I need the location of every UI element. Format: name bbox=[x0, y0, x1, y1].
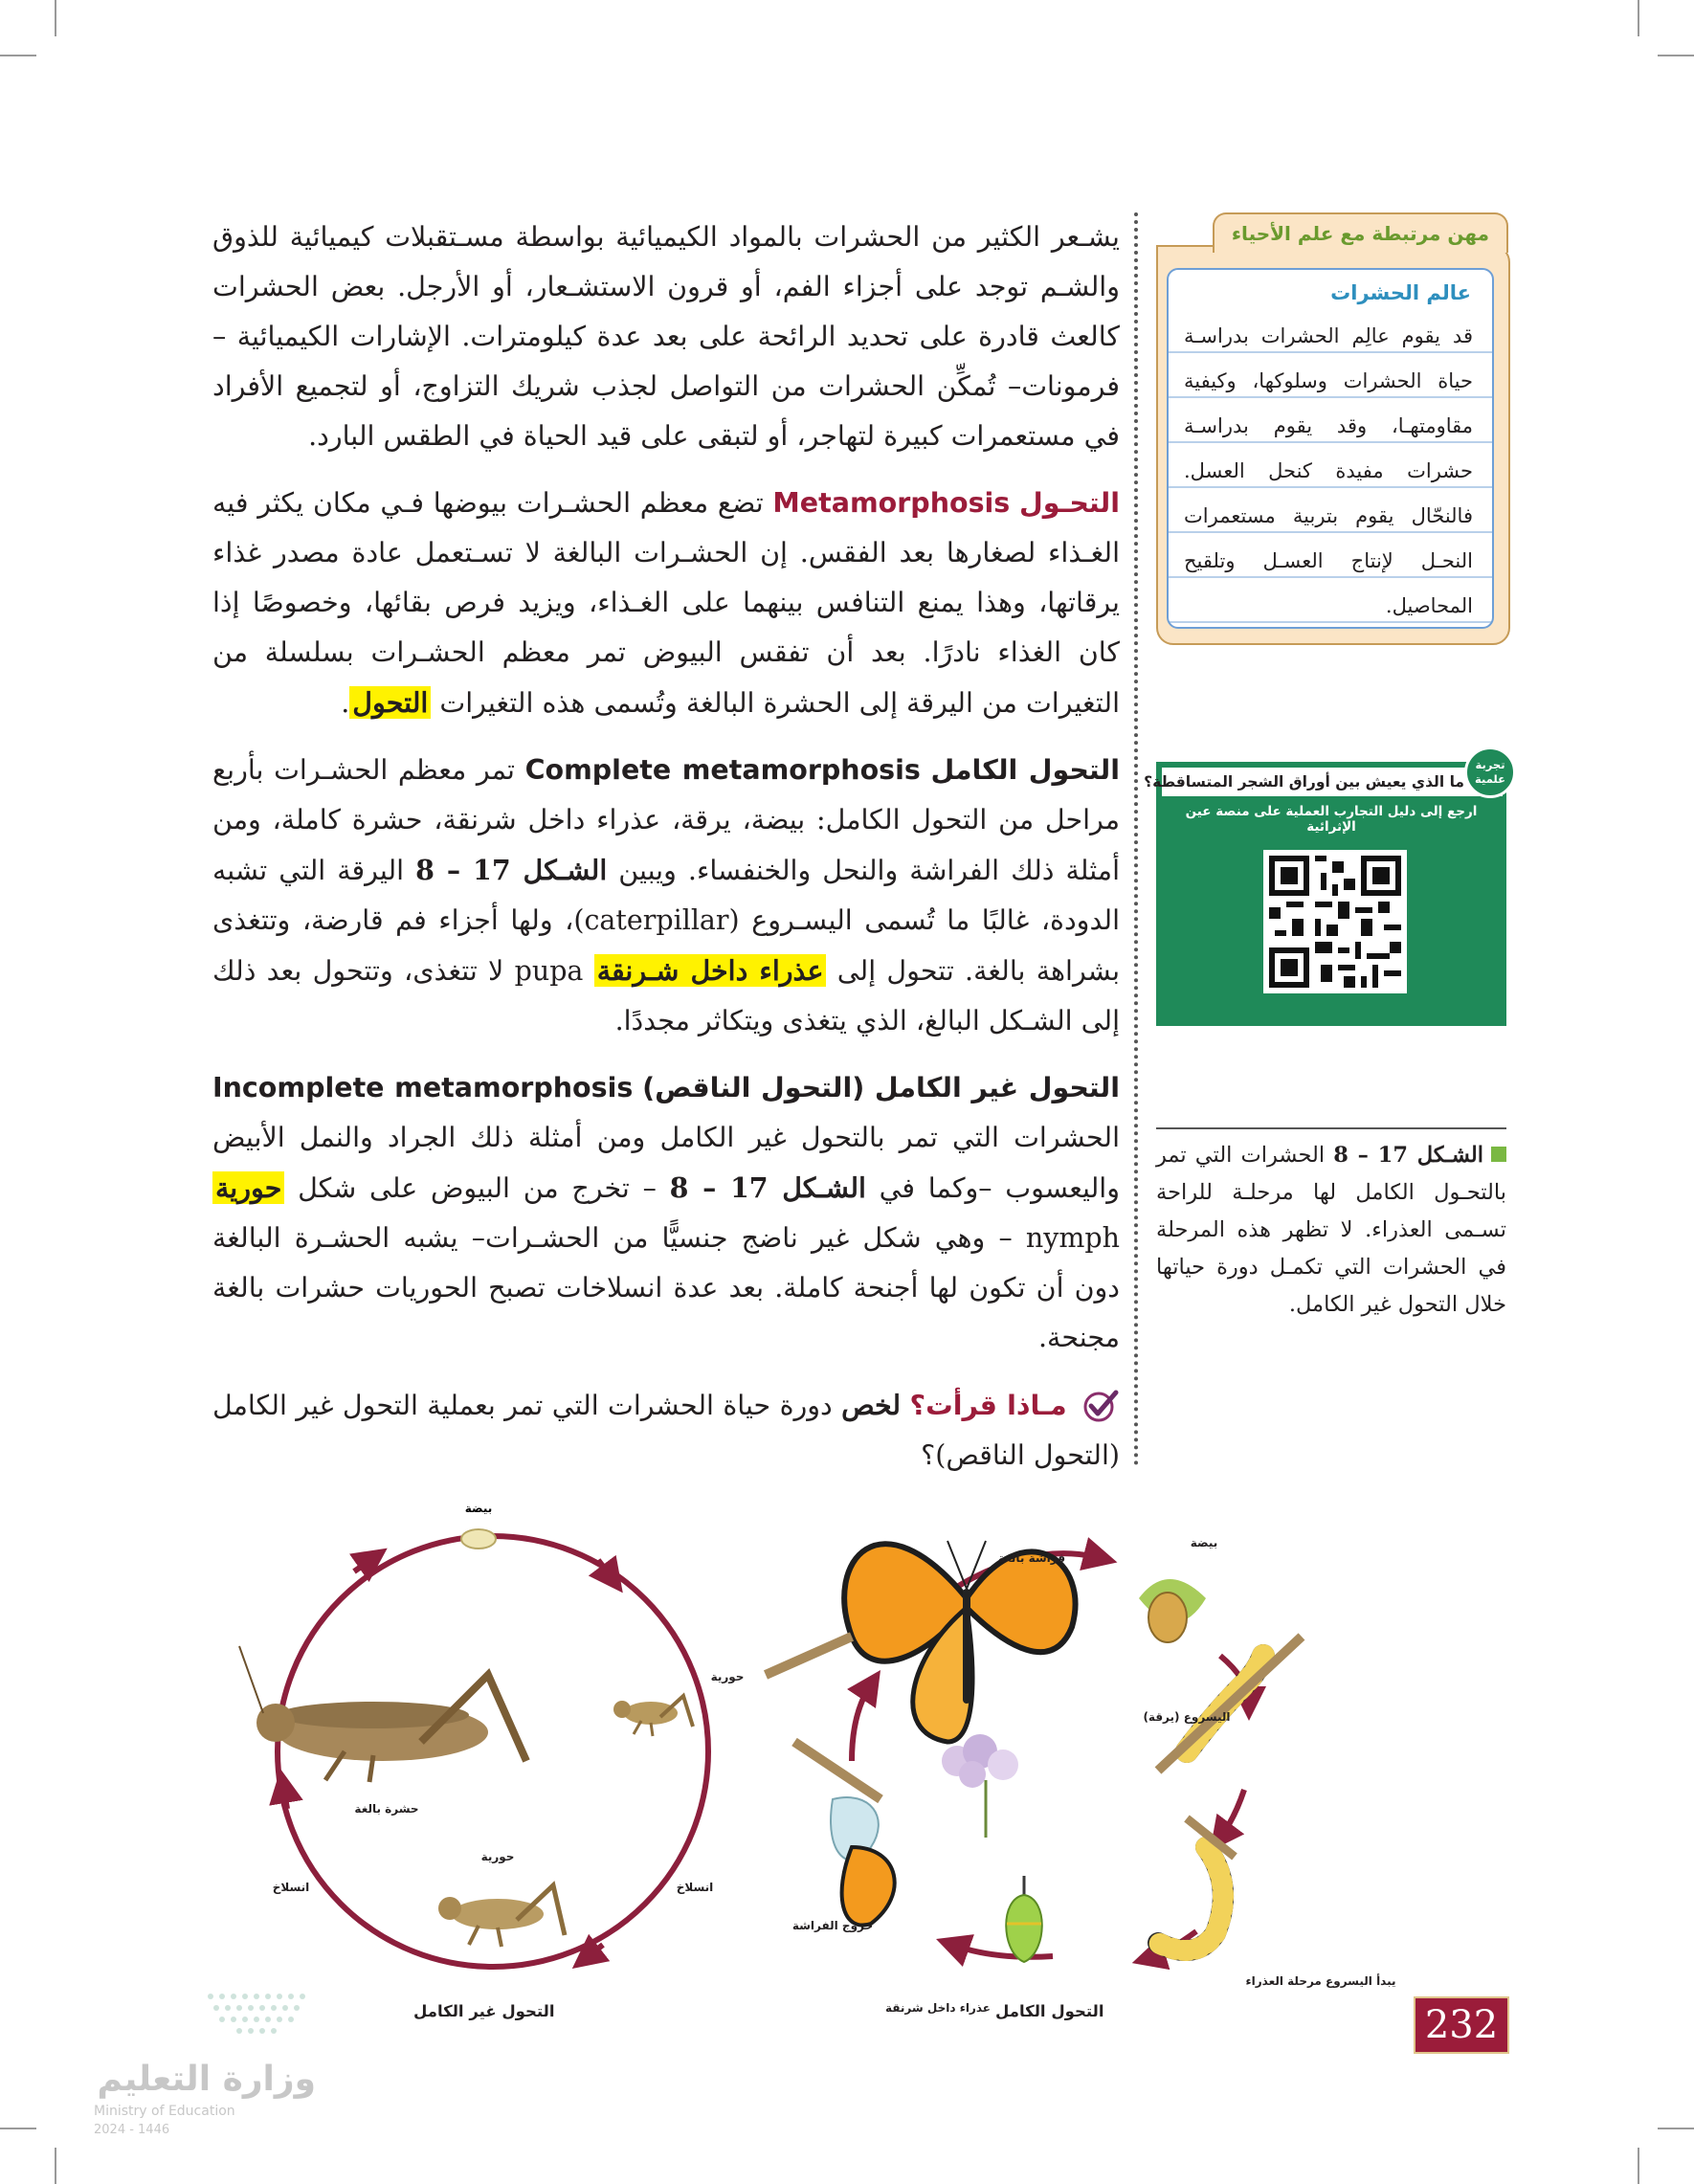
section-heading-en: Incomplete metamorphosis bbox=[212, 1072, 634, 1103]
cycle-arrow bbox=[283, 1786, 287, 1809]
figure-reference[interactable]: الشـكل 17 – 8 bbox=[669, 1171, 866, 1204]
careers-sheet bbox=[1167, 268, 1494, 629]
crop-mark bbox=[1638, 2148, 1639, 2184]
ministry-logo bbox=[94, 1987, 316, 2140]
egg-illustration bbox=[461, 1529, 496, 1549]
egg-leaf-illustration bbox=[1139, 1579, 1206, 1642]
nymph-illustration bbox=[438, 1885, 565, 1947]
career-text: قد يقوم عالِم الحشرات بدراسـة حياة الحشرات وسلوكها، وكيفية مقاومتهـا، وقد يقوم بدراسـة حشرات مفيدة كنحل العسل. فالنحّال يقوم بتربية مستعمرات النحـل لإنتاج العسـل وتلقيح المحاصيل. bbox=[1184, 324, 1473, 617]
label-molt: انسلاخ bbox=[272, 1881, 310, 1894]
crop-mark bbox=[1638, 0, 1639, 36]
lab-box[interactable] bbox=[1144, 758, 1506, 1026]
qr-code-icon[interactable] bbox=[1263, 850, 1407, 993]
label-larva: اليسروع (يرقة) bbox=[1143, 1710, 1231, 1724]
label-nymph: حورية bbox=[710, 1670, 745, 1683]
label-emerge: خروج الفراشة bbox=[791, 1919, 874, 1932]
label-molt: انسلاخ bbox=[676, 1881, 714, 1894]
highlight-term: التحول bbox=[349, 686, 431, 719]
ministry-name-en: Ministry of Education bbox=[94, 2104, 235, 2119]
ministry-name-ar: وزارة التعليم bbox=[97, 2060, 316, 2099]
label-pupa-start: يبدأ اليسروع مرحلة العذراء bbox=[1245, 1974, 1396, 1988]
nymph-illustration bbox=[613, 1696, 693, 1736]
crop-mark bbox=[1658, 2128, 1694, 2129]
paragraph-metamorphosis: التحـول Metamorphosis تضع معظم الحشـرات بيوضها فـي مكان يكثر فيه الغـذاء لصغارها بعد الفقس. إن الحشـرات البالغة لا تسـتعمل عادة مصدر غذاء يرقاتها، وهذا يمنع التنافس بينهما على الغـذاء، ويزيد فرص بقائها، وخصوصًا إذا كان الغذاء نادرًا. بعد أن تفقس البيوض تمر معظم الحشـرات بسلسلة من التغيرات من اليرقة إلى الحشرة البالغة وتُسمى هذه التغيرات التحول. bbox=[212, 487, 1120, 719]
figure-title-incomplete: التحول غير الكامل bbox=[413, 2002, 555, 2020]
page-number: 232 bbox=[1414, 1996, 1509, 2054]
crop-mark bbox=[0, 55, 36, 56]
crop-mark bbox=[55, 2148, 56, 2184]
caption-rule bbox=[1156, 1127, 1506, 1129]
caption-bullet-icon bbox=[1491, 1147, 1506, 1162]
paragraph-incomplete-metamorphosis: التحول غير الكامل (التحول الناقص) Incomplete metamorphosis الحشرات التي تمر بالتحول غير الكامل ومن أمثلة ذلك الجراد والنمل الأبيض واليعسوب –وكما في الشـكل 17 – 8 – تخرج من البيوض على شكل حورية nymph – وهي شكل غير ناضج جنسيًّا من الحشـرات– يشبه الحشـرة البالغة دون أن تكون لها أجنحة كاملة. بعد عدة انسلاخات تصبح الحوريات حشرات بالغة مجنحة. bbox=[212, 1072, 1121, 1353]
crop-mark bbox=[55, 0, 56, 36]
check-icon bbox=[1081, 1390, 1120, 1422]
cycle-arrow bbox=[354, 1558, 373, 1571]
main-text bbox=[212, 212, 1120, 1498]
highlight-term: حورية bbox=[212, 1171, 284, 1204]
careers-tab: مهن مرتبطة مع علم الأحياء bbox=[1213, 212, 1508, 253]
label-egg: بيضة bbox=[1190, 1536, 1218, 1549]
figure-caption: الشـكل 17 – 8 الحشرات التي تمر بالتحـول الكامل لها مرحلـة للراحة تسـمى العذراء. لا تظهر هذه المرحلة في الحشرات التي تكمـل دورة حياتها خلال التحول غير الكامل. bbox=[1156, 1143, 1506, 1317]
figure-reference[interactable]: الشـكل 17 – 8 bbox=[415, 854, 608, 886]
crop-mark bbox=[1658, 55, 1694, 56]
complete-cycle-figure bbox=[747, 1474, 1396, 2029]
section-heading: التحـول bbox=[1019, 487, 1120, 519]
reading-check: مـاذا قرأت؟ لخص دورة حياة الحشرات التي تمر بعملية التحول غير الكامل (التحول الناقص)؟ bbox=[212, 1389, 1120, 1471]
grasshopper-adult-illustration bbox=[239, 1646, 526, 1782]
cycle-arrow bbox=[852, 1684, 871, 1761]
lab-question: ما الذي يعيش بين أوراق الشجر المتساقطة؟ bbox=[1162, 768, 1503, 796]
label-egg: بيضة bbox=[464, 1502, 493, 1515]
ministry-dots-icon bbox=[201, 1987, 316, 2044]
lab-subtitle: ارجع إلى دليل التجارب العملية على منصة عين الإثرائية bbox=[1185, 804, 1478, 835]
section-heading: التحول الكامل bbox=[930, 754, 1120, 786]
section-heading-en: Complete metamorphosis bbox=[524, 754, 921, 786]
reading-check-label: مـاذا قرأت؟ bbox=[909, 1390, 1067, 1421]
label-adult-butterfly: فراشة بالغة bbox=[997, 1551, 1066, 1565]
cycle-arrow bbox=[1220, 1790, 1244, 1838]
column-divider bbox=[1134, 212, 1138, 1466]
careers-box bbox=[1156, 212, 1508, 645]
section-heading: التحول غير الكامل (التحول الناقص) bbox=[642, 1072, 1121, 1103]
highlight-term: عذراء داخل شـرنقة bbox=[594, 954, 827, 987]
flowers-illustration bbox=[942, 1734, 1018, 1838]
butterfly-adult-illustration bbox=[844, 1541, 1075, 1742]
caption-figref: الشـكل 17 – 8 bbox=[1333, 1143, 1483, 1168]
paragraph-chemical-senses: يشـعر الكثير من الحشرات بالمواد الكيميائية بواسطة مسـتقبلات كيميائية للذوق والشـم توجد على أجزاء الفم، أو قرون الاستشـعار، أو الأرجل. بعض الحشرات كالعث قادرة على تحديد الرائحة على بعد عدة كيلومترات. الإشارات الكيميائية – فرمونات– تُمكِّن الحشرات من التواصل لجذب شريك التزاوج، أو لتجميع الأفراد في مستعمرات كبيرة لتهاجر، أو لتبقى على قيد الحياة في الطقس البارد. bbox=[212, 221, 1120, 452]
paragraph-complete-metamorphosis: التحول الكامل Complete metamorphosis تمر معظم الحشـرات بأربع مراحل من التحول الكامل: بيضة، يرقة، عذراء داخل شرنقة، حشرة كاملة، ومن أمثلة ذلك الفراشة والنحل والخنفساء. ويبين الشـكل 17 – 8 اليرقة التي تشبه الدودة، غالبًا ما تُسمى اليسـروع (caterpillar)، ولها أجزاء فم قارضة، وتتغذى بشراهة بالغة. تتحول إلى عذراء داخل شـرنقة pupa لا تتغذى، وتتحول بعد ذلك إلى الشـكل البالغ، الذي يتغذى ويتكاثر مجددًا. bbox=[212, 754, 1121, 1036]
section-heading-en: Metamorphosis bbox=[772, 487, 1011, 519]
label-adult: حشرة بالغة bbox=[354, 1802, 419, 1816]
emerging-butterfly-illustration bbox=[794, 1742, 895, 1926]
twig-illustration bbox=[766, 1637, 852, 1675]
caterpillar-illustration bbox=[1158, 1637, 1302, 1771]
label-nymph: حورية bbox=[480, 1850, 515, 1863]
ministry-year: 2024 - 1446 bbox=[94, 2123, 170, 2137]
chrysalis-illustration bbox=[1006, 1876, 1042, 1962]
career-title: عالم الحشرات bbox=[1330, 281, 1471, 304]
label-pupa: عذراء داخل شرنقة bbox=[885, 2001, 991, 2015]
incomplete-cycle-figure bbox=[211, 1493, 785, 2029]
lab-badge: تجربة علمية bbox=[1464, 747, 1516, 798]
crop-mark bbox=[0, 2128, 36, 2129]
figure-title-complete: التحول الكامل bbox=[995, 2002, 1104, 2020]
